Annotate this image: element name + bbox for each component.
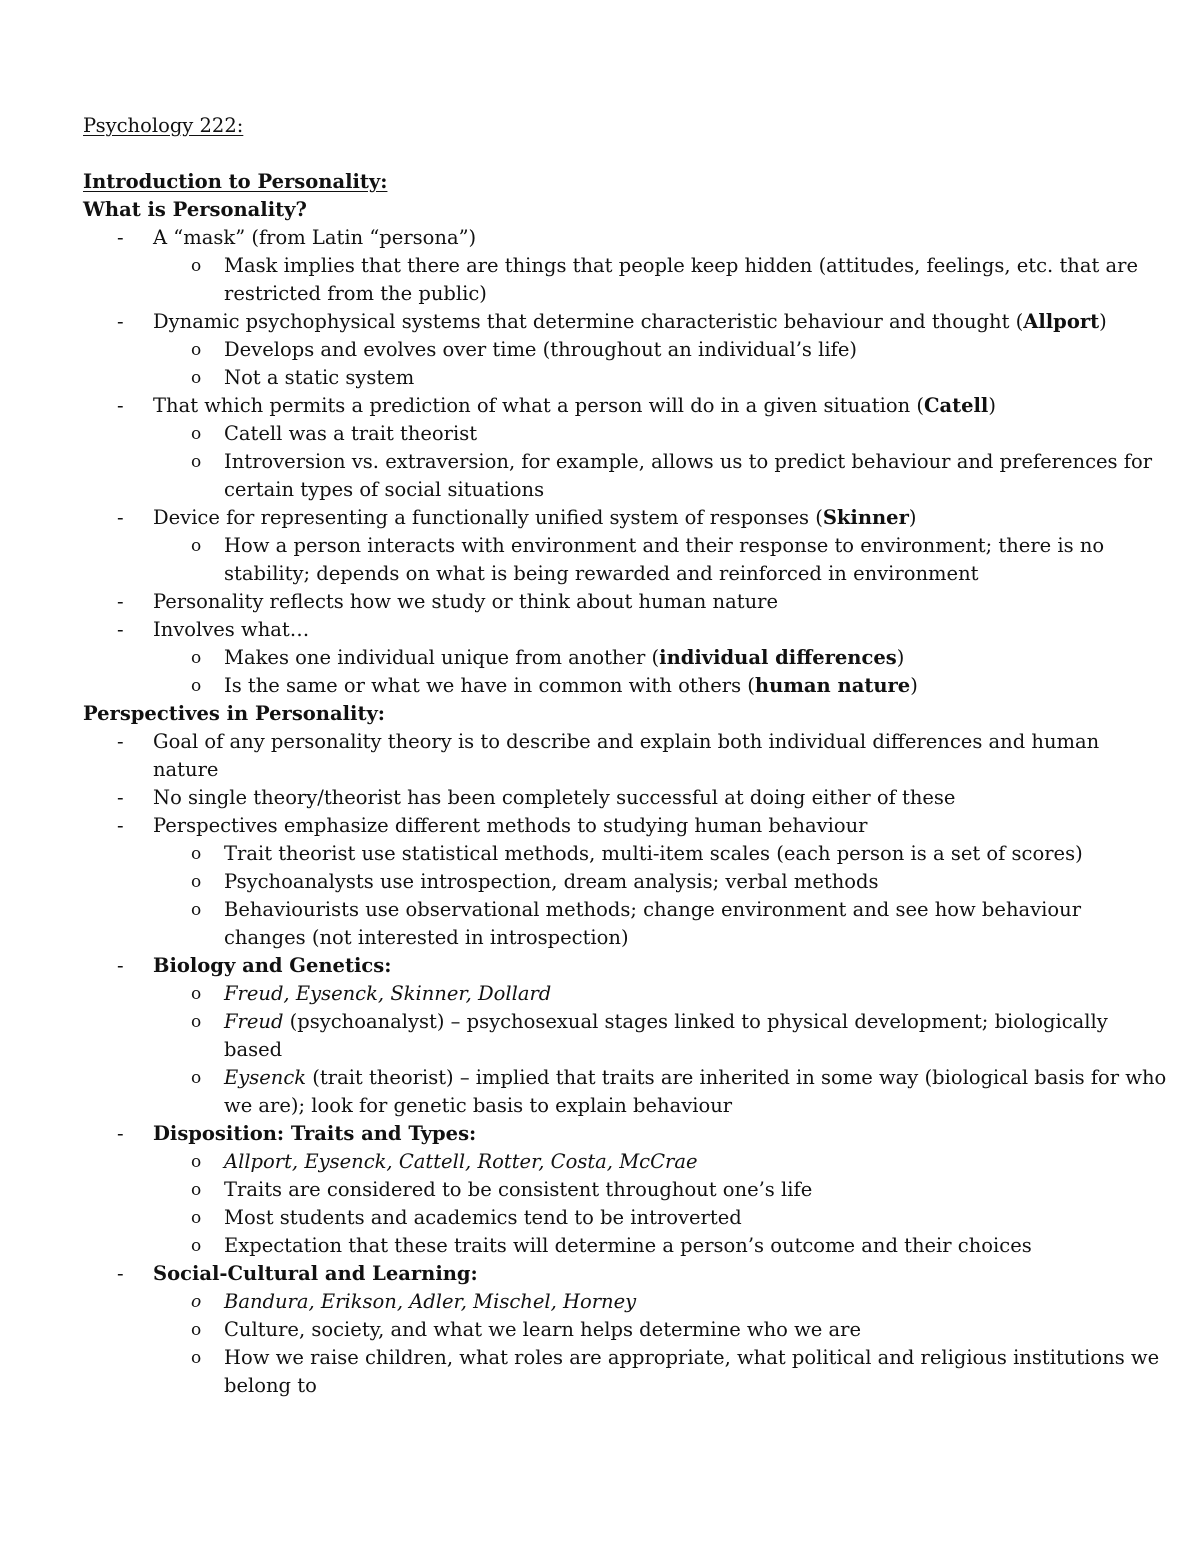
- list-item: - No single theory/theorist has been completely successful at doing either of these: [83, 784, 1128, 812]
- circle-bullet: o: [191, 1068, 202, 1088]
- dash-bullet: -: [117, 730, 124, 753]
- circle-bullet: o: [191, 900, 202, 920]
- dash-bullet: -: [117, 1262, 124, 1285]
- dash-bullet: -: [117, 226, 124, 249]
- list-item: - Personality reflects how we study or think about human nature: [83, 588, 1128, 616]
- circle-bullet: o: [191, 1208, 202, 1228]
- circle-bullet: o: [191, 1320, 202, 1340]
- list-item: - Device for representing a functionally unified system of responses (Skinner): [83, 504, 1128, 532]
- list-item: [83, 952, 1128, 980]
- sub-list-item-continuation: we are); look for genetic basis to explain behaviour: [224, 1094, 733, 1117]
- sub-list-item: o Most students and academics tend to be introverted: [83, 1204, 1128, 1232]
- theorist-name: Freud: [224, 1010, 284, 1033]
- sub-list-item: o Catell was a trait theorist: [83, 420, 1128, 448]
- sub-list-item-continuation: stability; depends on what is being rewarded and reinforced in environment: [224, 562, 979, 585]
- circle-bullet: o: [191, 1236, 202, 1256]
- sub-list-item-continuation: based: [224, 1038, 283, 1061]
- list-item: - A “mask” (from Latin “persona”): [83, 224, 1128, 252]
- circle-bullet: o: [191, 648, 202, 668]
- dash-bullet: -: [117, 394, 124, 417]
- sub-list-item: o Freud (psychoanalyst) – psychosexual stages linked to physical development; biologically: [83, 1008, 1128, 1036]
- sub-list-item: o Trait theorist use statistical methods, multi-item scales (each person is a set of scores): [83, 840, 1128, 868]
- circle-bullet: o: [191, 872, 202, 892]
- dash-bullet: -: [117, 310, 124, 333]
- sub-list-item: o Is the same or what we have in common with others (human nature): [83, 672, 1128, 700]
- document-title: Psychology 222:: [83, 114, 244, 137]
- circle-bullet: o: [191, 984, 202, 1004]
- theorist-name: Eysenck: [224, 1066, 307, 1089]
- sub-list-item-continuation: restricted from the public): [224, 282, 487, 305]
- sub-list-item: [83, 1288, 1128, 1316]
- sub-list-item: o Introversion vs. extraversion, for example, allows us to predict behaviour and preferences for: [83, 448, 1128, 476]
- sub-list-item: o How a person interacts with environment and their response to environment; there is no: [83, 532, 1128, 560]
- circle-bullet: o: [191, 844, 202, 864]
- dash-bullet: -: [117, 618, 124, 641]
- list-item-continuation: nature: [153, 758, 219, 781]
- dash-bullet: -: [117, 814, 124, 837]
- perspective-heading: Biology and Genetics:: [153, 954, 392, 977]
- circle-bullet: o: [191, 536, 202, 556]
- circle-bullet: o: [191, 1012, 202, 1032]
- document-body: [83, 112, 1167, 1400]
- section-heading: Introduction to Personality:: [83, 170, 388, 193]
- dash-bullet: -: [117, 1122, 124, 1145]
- sub-list-item-continuation: belong to: [224, 1374, 317, 1397]
- theorist-name: Skinner: [822, 506, 909, 529]
- sub-list-item: o Makes one individual unique from another (individual differences): [83, 644, 1128, 672]
- list-item: - Perspectives emphasize different methods to studying human behaviour: [83, 812, 1128, 840]
- dash-bullet: -: [117, 506, 124, 529]
- theorist-list: Allport, Eysenck, Cattell, Rotter, Costa, McCrae: [224, 1150, 698, 1173]
- sub-list-item: o Eysenck (trait theorist) – implied that traits are inherited in some way (biological basis for who: [83, 1064, 1128, 1092]
- list-item: [83, 1260, 1128, 1288]
- theorist-list: Freud, Eysenck, Skinner, Dollard: [224, 982, 552, 1005]
- sub-list-item-continuation: certain types of social situations: [224, 478, 545, 501]
- circle-bullet: o: [191, 424, 202, 444]
- sub-list-item: o How we raise children, what roles are appropriate, what political and religious institutions we: [83, 1344, 1128, 1372]
- sub-list-item: o Develops and evolves over time (throughout an individual’s life): [83, 336, 1128, 364]
- sub-list-item: o Not a static system: [83, 364, 1128, 392]
- key-term: individual differences: [659, 646, 897, 669]
- circle-bullet: o: [191, 368, 202, 388]
- list-item: - Goal of any personality theory is to describe and explain both individual differences and human: [83, 728, 1128, 756]
- circle-bullet: o: [191, 1180, 202, 1200]
- list-item: - That which permits a prediction of what a person will do in a given situation (Catell): [83, 392, 1128, 420]
- dash-bullet: -: [117, 786, 124, 809]
- sub-list-item: [83, 980, 1128, 1008]
- perspective-heading: Social-Cultural and Learning:: [153, 1262, 478, 1285]
- list-item: [83, 1120, 1128, 1148]
- sub-list-item: o Behaviourists use observational methods; change environment and see how behaviour: [83, 896, 1128, 924]
- sub-list-item: o Psychoanalysts use introspection, dream analysis; verbal methods: [83, 868, 1128, 896]
- circle-bullet: o: [191, 340, 202, 360]
- circle-bullet: o: [191, 1348, 202, 1368]
- circle-bullet: o: [191, 256, 202, 276]
- theorist-name: Catell: [923, 394, 989, 417]
- dash-bullet: -: [117, 590, 124, 613]
- subsection-heading: Perspectives in Personality:: [83, 702, 385, 725]
- sub-list-item: o Expectation that these traits will determine a person’s outcome and their choices: [83, 1232, 1128, 1260]
- theorist-list: Bandura, Erikson, Adler, Mischel, Horney: [224, 1290, 637, 1313]
- sub-list-item: [83, 1148, 1128, 1176]
- blank-line: [83, 140, 1128, 168]
- dash-bullet: -: [117, 954, 124, 977]
- sub-list-item: o Traits are considered to be consistent throughout one’s life: [83, 1176, 1128, 1204]
- theorist-name: Allport: [1023, 310, 1100, 333]
- subsection-heading: What is Personality?: [83, 198, 307, 221]
- sub-list-item: o Culture, society, and what we learn helps determine who we are: [83, 1316, 1128, 1344]
- key-term: human nature: [754, 674, 911, 697]
- circle-bullet: o: [191, 452, 202, 472]
- circle-bullet: o: [191, 676, 202, 696]
- list-item: - Dynamic psychophysical systems that determine characteristic behaviour and thought (Allport): [83, 308, 1128, 336]
- sub-list-item: o Mask implies that there are things that people keep hidden (attitudes, feelings, etc. that are: [83, 252, 1128, 280]
- circle-bullet: o: [191, 1152, 202, 1172]
- circle-bullet: o: [191, 1292, 202, 1312]
- perspective-heading: Disposition: Traits and Types:: [153, 1122, 477, 1145]
- sub-list-item-continuation: changes (not interested in introspection): [224, 926, 629, 949]
- list-item: - Involves what…: [83, 616, 1128, 644]
